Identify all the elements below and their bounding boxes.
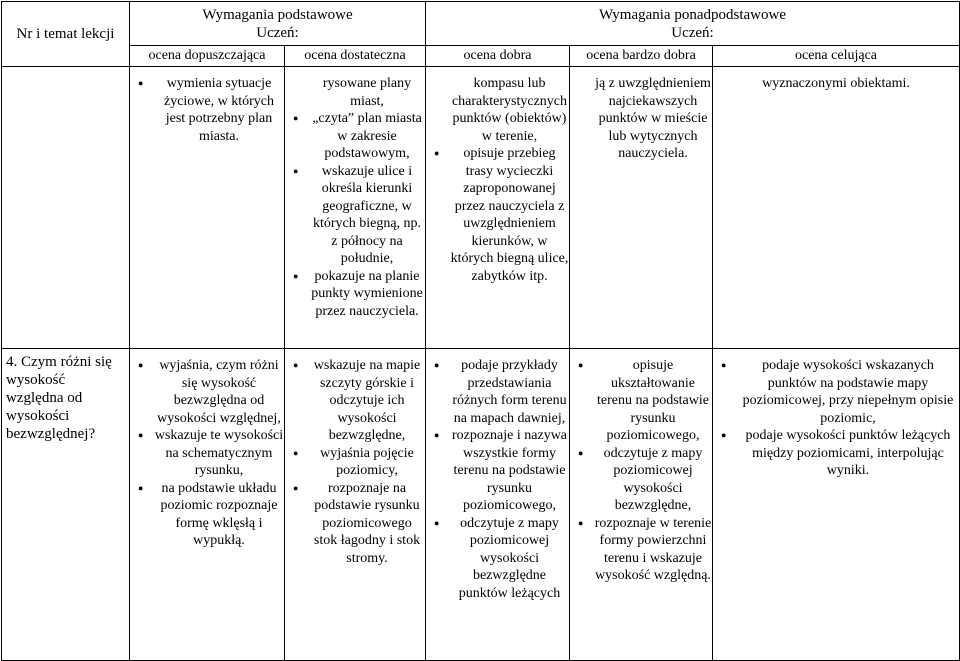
table-row — [2, 67, 960, 349]
list-item: ● wskazuje ulice i określa kierunki geograficzne, w których biegną, np. z północy na południe, — [285, 163, 425, 268]
grade-cell-3 — [426, 349, 570, 661]
list-item: ● „czyta” plan miasta w zakresie podstawowym, — [285, 110, 425, 163]
grade-cell-2 — [285, 67, 426, 349]
list-item: ● rozpoznaje w terenie formy powierzchni terenu i wskazuje wysokość względną. — [570, 515, 712, 585]
grade-header-4: ocena bardzo dobra — [570, 46, 713, 67]
list-item: ● podaje przykłady przedstawiania różnych form terenu na mapach dawniej, — [426, 357, 569, 427]
table-row — [2, 349, 960, 661]
list-item: ● opisuje przebieg trasy wycieczki zaproponowanej przez nauczyciela z uwzględnieniem kierunków, w których biegną ulice, zabytków itp. — [426, 145, 569, 285]
list-item: ● wymienia sytuacje życiowe, w których jest potrzebny plan miasta. — [130, 75, 284, 145]
grade-header-3: ocena dobra — [426, 46, 570, 67]
grade-cell-1 — [130, 349, 285, 661]
list-item: ● rozpoznaje na podstawie rysunku poziomicowego stok łagodny i stok stromy. — [285, 480, 425, 568]
grade-cell-1 — [130, 67, 285, 349]
grade-cell-4 — [570, 67, 713, 349]
grade-cell-3 — [426, 67, 570, 349]
topic-cell — [2, 67, 130, 349]
list-item: ● pokazuje na planie punkty wymienione przez nauczyciela. — [285, 268, 425, 321]
list-item: ● wyjaśnia, czym różni się wysokość bezwzględna od wysokości względnej, — [130, 357, 284, 427]
list-item: ● na podstawie układu poziomic rozpoznaje formę wklęsłą i wypukłą. — [130, 480, 284, 550]
requirements-table — [1, 1, 960, 661]
continued-text: kompasu lub charakterystycznych punktów (obiektów) w terenie, — [451, 76, 568, 144]
topic-cell: 4. Czym różni się wysokość względna od wysokości bezwzględnej? — [2, 349, 130, 661]
grade-cell-2 — [285, 349, 426, 661]
continued-text: wyznaczonymi obiektami. — [762, 76, 910, 91]
grade-header-1: ocena dopuszczająca — [130, 46, 285, 67]
grade-cell-4 — [570, 349, 713, 661]
topic-column-header: Nr i temat lekcji — [2, 2, 130, 67]
list-item: ● odczytuje z mapy poziomicowej wysokości bezwzględne, — [570, 445, 712, 515]
list-item: ● wskazuje te wysokości na schematycznym rysunku, — [130, 427, 284, 480]
list-item: ● odczytuje z mapy poziomicowej wysokości bezwzględne punktów leżących — [426, 515, 569, 603]
grade-header-5: ocena celująca — [713, 46, 960, 67]
continued-text: ją z uwzględnieniem najciekawszych punktów w mieście lub wytycznych nauczyciela. — [595, 76, 711, 161]
basic-requirements-header: Wymagania podstawowe Uczeń: — [130, 2, 426, 46]
list-item: ● podaje wysokości punktów leżących między poziomicami, interpolując wyniki. — [713, 427, 959, 480]
list-item: ● wskazuje na mapie szczyty górskie i odczytuje ich wysokości bezwzględne, — [285, 357, 425, 445]
advanced-requirements-header: Wymagania ponadpodstawowe Uczeń: — [426, 2, 960, 46]
grade-cell-5 — [713, 67, 960, 349]
list-item: ● opisuje ukształtowanie terenu na podstawie rysunku poziomicowego, — [570, 357, 712, 445]
list-item: ● podaje wysokości wskazanych punktów na podstawie mapy poziomicowej, przy niepełnym opisie poziomic, — [713, 357, 959, 427]
continued-text: rysowane plany miast, — [322, 76, 412, 109]
grade-cell-5 — [713, 349, 960, 661]
list-item: ● wyjaśnia pojęcie poziomicy, — [285, 445, 425, 480]
grade-header-2: ocena dostateczna — [285, 46, 426, 67]
list-item: ● rozpoznaje i nazywa wszystkie formy terenu na podstawie rysunku poziomicowego, — [426, 427, 569, 515]
